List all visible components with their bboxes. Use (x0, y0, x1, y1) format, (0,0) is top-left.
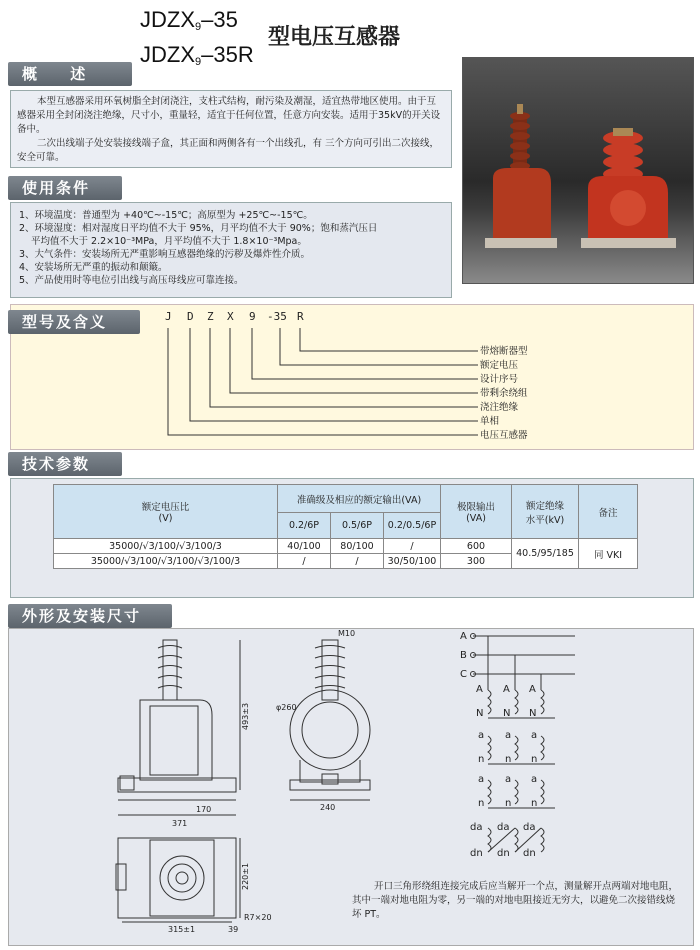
dim-label: R7×20 (244, 913, 272, 922)
terminal-label: N (529, 708, 537, 719)
table-cell: / (278, 554, 331, 569)
terminal-label: da (470, 822, 483, 833)
top-view-drawing (116, 838, 240, 922)
model-char: Z (207, 310, 214, 323)
side-view-drawing (290, 640, 370, 800)
front-view-drawing (118, 640, 240, 815)
model-meaning: 浇注绝缘 (480, 402, 519, 413)
model-char: D (187, 310, 194, 323)
model-meaning: 单相 (480, 416, 500, 427)
table-cell: 35000/√3/100/√3/100/√3/100/3 (54, 554, 278, 569)
terminal-label: da (497, 822, 510, 833)
condition-item: 4、安装场所无严重的振动和颠簸。 (19, 262, 168, 273)
dim-label: 170 (196, 805, 212, 814)
table-cell: / (384, 539, 441, 554)
table-cell: 300 (441, 554, 512, 569)
terminal-label: N (503, 708, 511, 719)
condition-item: 3、大气条件：安装场所无严重影响互感器绝缘的污秽及爆炸性介质。 (19, 249, 311, 260)
model-meaning: 额定电压 (480, 360, 519, 371)
dim-label: M10 (338, 629, 356, 638)
model-meaning: 电压互感器 (480, 430, 528, 441)
terminal-label: n (531, 754, 538, 765)
table-cell-remark: 同 VKI (579, 539, 638, 569)
section-heading-tech: 技术参数 (8, 452, 122, 476)
table-cell: 600 (441, 539, 512, 554)
dim-label: 493±3 (241, 702, 250, 730)
header-c2: 0.5/6P (331, 513, 384, 539)
header-c3: 0.2/0.5/6P (384, 513, 441, 539)
phase-label-b: B (460, 650, 467, 661)
table-cell-insulation: 40.5/95/185 (512, 539, 579, 569)
terminal-label: n (505, 798, 512, 809)
model-char: 9 (249, 310, 256, 323)
model-char: -35 (267, 310, 287, 323)
header-c1: 0.2/6P (278, 513, 331, 539)
condition-item: 平均值不大于 2.2×10⁻³MPa，月平均值不大于 1.8×10⁻³Mpa。 (31, 236, 307, 247)
dim-label: 315±1 (168, 925, 196, 934)
header-remark: 备注 (579, 485, 638, 539)
terminal-label: dn (497, 848, 510, 859)
phase-label-c: C (460, 669, 467, 680)
model-meaning: 带剩余绕组 (480, 388, 528, 399)
model-meaning: 设计序号 (480, 374, 519, 385)
model-meaning: 带熔断器型 (480, 346, 528, 357)
dim-label: 220±1 (241, 862, 250, 890)
title-model-1: $JDZX_9-35$ (140, 7, 238, 33)
table-cell: / (331, 554, 384, 569)
phase-label-a: A (460, 631, 467, 642)
header-insulation: 额定绝缘 水平(kV) (512, 485, 579, 539)
header-limit: 极限输出 (VA) (441, 485, 512, 539)
terminal-label: n (478, 798, 485, 809)
terminal-label: a (478, 730, 485, 741)
model-char: X (227, 310, 234, 323)
terminal-label: a (531, 774, 538, 785)
title-model-2: $JDZX_9-35R$ (140, 42, 254, 68)
terminal-label: N (476, 708, 484, 719)
condition-item: 5、产品使用时等电位引出线与高压母线应可靠连接。 (19, 275, 244, 286)
terminal-label: da (523, 822, 536, 833)
title-type: 型电压互感器 (268, 25, 401, 50)
terminal-label: dn (470, 848, 483, 859)
terminal-label: a (505, 730, 512, 741)
terminal-label: A (529, 684, 536, 695)
table-cell: 35000/√3/100/√3/100/3 (54, 539, 278, 554)
terminal-label: a (478, 774, 485, 785)
terminal-label: dn (523, 848, 536, 859)
terminal-label: n (531, 798, 538, 809)
table-cell: 30/50/100 (384, 554, 441, 569)
condition-item: 2、环境湿度：相对湿度日平均值不大于 95%，月平均值不大于 90%；饱和蒸汽压日 (19, 223, 378, 234)
condition-item: 1、环境温度：普通型为 +40℃~-15℃；高原型为 +25℃~-15℃。 (19, 210, 313, 221)
table-cell: 80/100 (331, 539, 384, 554)
header-ratio: 额定电压比 (V) (54, 485, 278, 539)
terminal-label: A (476, 684, 483, 695)
dim-label: 39 (228, 925, 239, 934)
section-heading-conditions: 使用条件 (8, 176, 122, 200)
overview-paragraph-2: 二次出线端子处安装接线端子盒，其正面和两侧各有一个出线孔，有 三个方向可引出二次接线，安全可靠。 (17, 138, 440, 163)
header-accuracy: 准确级及相应的额定输出(VA) (278, 485, 441, 513)
wiring-diagram (471, 634, 576, 853)
dim-label: φ260 (276, 703, 297, 712)
terminal-label: a (505, 774, 512, 785)
section-heading-dimensions: 外形及安装尺寸 (8, 604, 172, 628)
section-heading-model: 型号及含义 (8, 310, 140, 334)
overview-paragraph-1: 本型互感器采用环氧树脂全封闭浇注，支柱式结构，耐污染及潮湿，适宜热带地区使用。由于互感器采用全封闭浇注绝缘，尺寸小，重量轻，适宜于任何位置，任意方向安装。适用于35kV的开关设备中。 (17, 96, 441, 135)
terminal-label: a (531, 730, 538, 741)
table-cell: 40/100 (278, 539, 331, 554)
dim-label: 371 (172, 819, 188, 828)
terminal-label: A (503, 684, 510, 695)
dim-label: 240 (320, 803, 336, 812)
section-heading-overview: 概 述 (8, 62, 132, 86)
terminal-label: n (505, 754, 512, 765)
terminal-label: n (478, 754, 485, 765)
wiring-note: 开口三角形绕组连接完成后应当解开一个点，测量解开点两端对地电阻，其中一端对地电阻为零，另一端的对地电阻接近无穷大，以避免二次接错线烧坏 PT。 (352, 881, 679, 920)
model-char: J (165, 310, 172, 323)
model-char: R (297, 310, 304, 323)
